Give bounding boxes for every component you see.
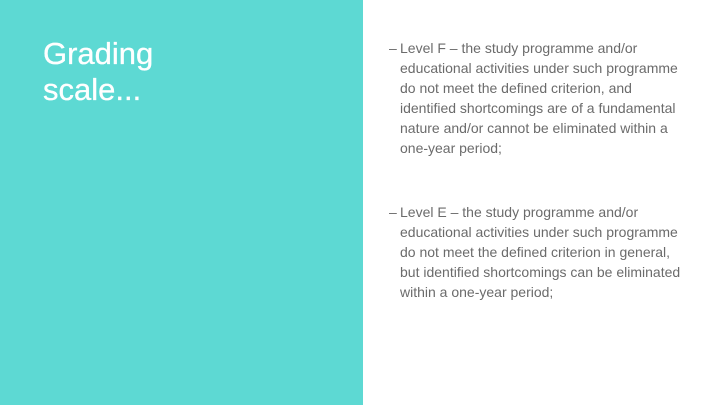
bullet-marker: – <box>389 40 397 56</box>
slide-title <box>43 36 343 108</box>
bullet-text-level-f: Level F – the study programme and/or educational activities under such programme do not meet the defined criterion, and identified shortcomings are of a fundamental nature and/or cannot be eliminated within a one-year period; <box>400 40 678 156</box>
bullet-item-level-e <box>389 202 685 302</box>
content-panel <box>363 0 720 405</box>
bullet-text-level-e: Level E – the study programme and/or educational activities under such programme do not meet the defined criterion in general, but identified shortcomings can be eliminated within a one-year period; <box>400 204 681 300</box>
bullet-item-level-f <box>389 38 685 158</box>
slide-title-line-2: scale... <box>43 72 142 107</box>
bullet-list <box>389 38 685 346</box>
bullet-marker: – <box>389 204 397 220</box>
slide-title-line-1: Grading <box>43 36 154 71</box>
